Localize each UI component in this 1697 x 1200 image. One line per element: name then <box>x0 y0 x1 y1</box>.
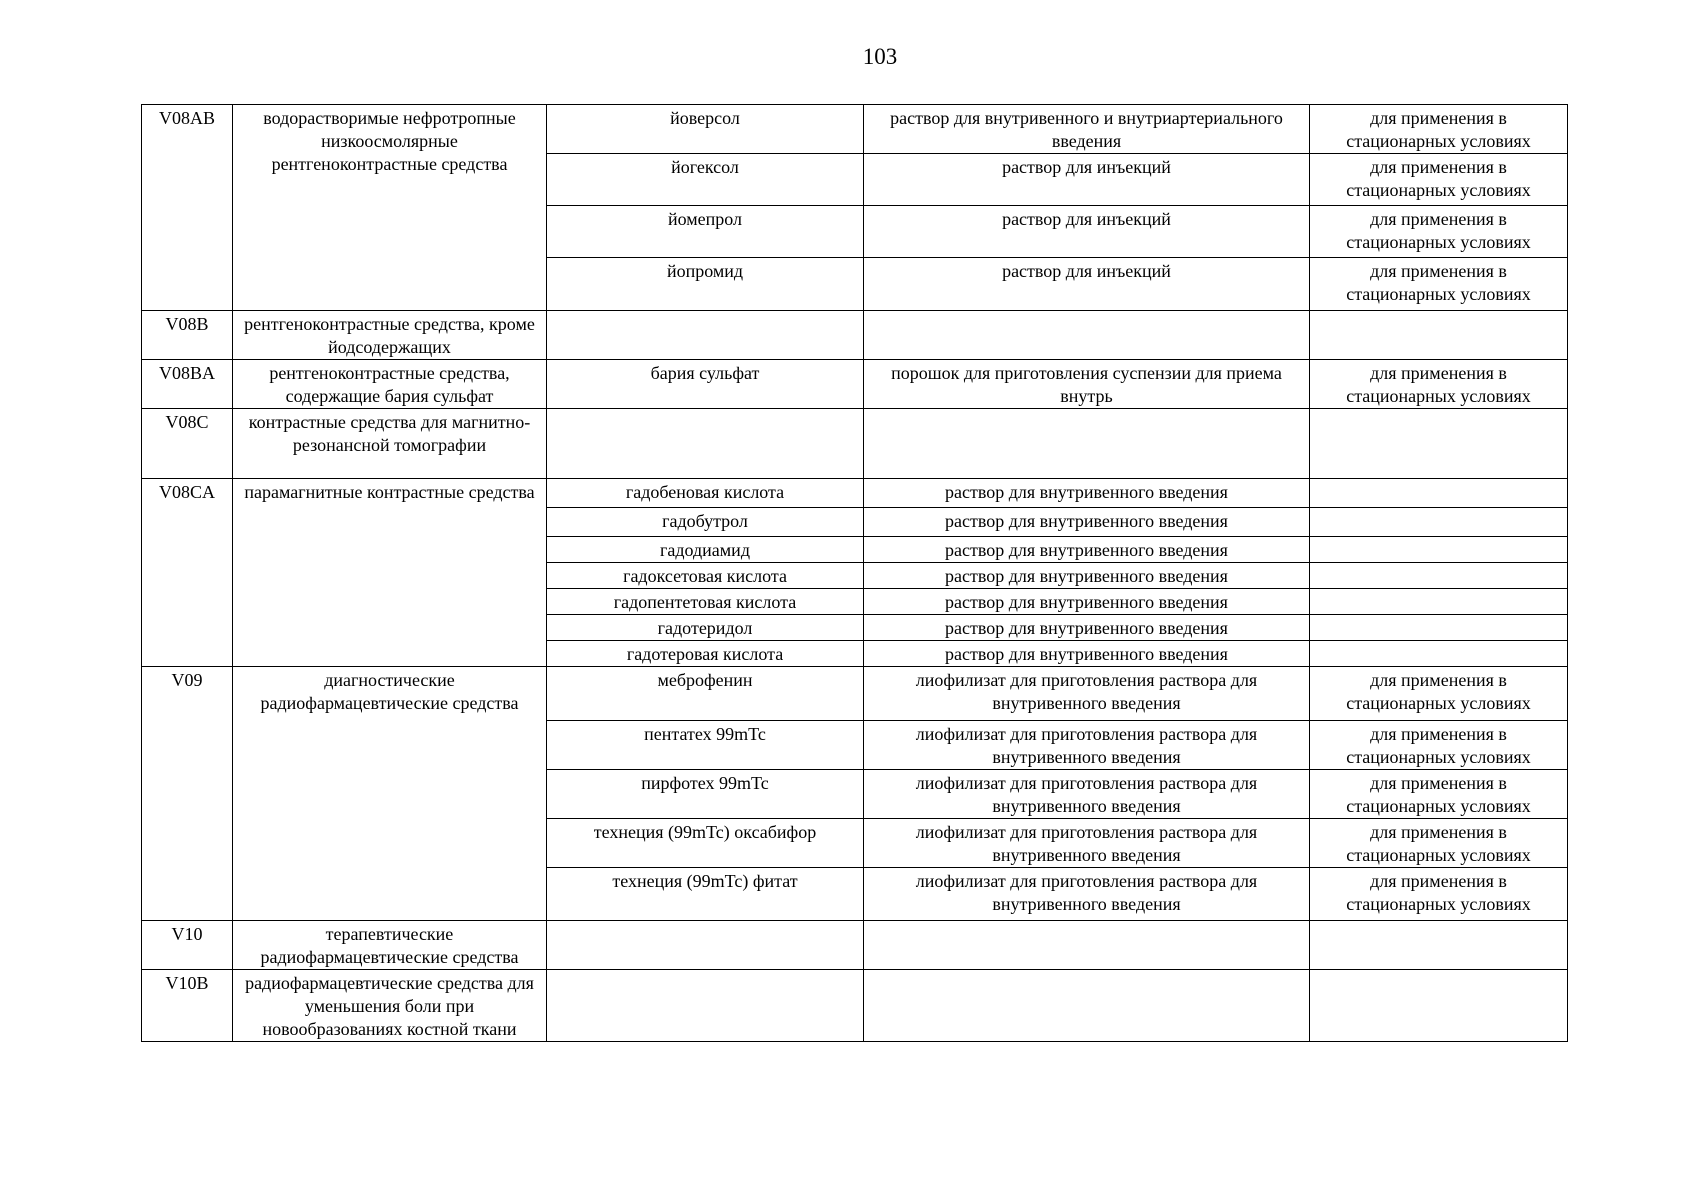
usage-note-cell <box>1310 970 1568 1042</box>
dosage-form-cell: лиофилизат для приготовления раствора для внутривенного введения <box>864 721 1310 770</box>
atc-code-cell: V08CA <box>142 479 233 667</box>
table-row <box>142 105 1568 154</box>
group-name-cell: водорастворимые нефротропные низкоосмолярные рентгеноконтрастные средства <box>233 105 547 311</box>
group-name-cell: контрастные средства для магнитно-резонансной томографии <box>233 409 547 479</box>
drug-name-cell: меброфенин <box>547 667 864 721</box>
drug-name-cell: гадотеровая кислота <box>547 641 864 667</box>
drug-name-cell: технеция (99mTc) фитат <box>547 868 864 921</box>
drug-name-cell <box>547 921 864 970</box>
dosage-form-cell: раствор для внутривенного введения <box>864 615 1310 641</box>
group-name-cell: рентгеноконтрастные средства, кроме йодсодержащих <box>233 311 547 360</box>
dosage-form-cell: раствор для внутривенного введения <box>864 641 1310 667</box>
group-name-cell: парамагнитные контрастные средства <box>233 479 547 667</box>
dosage-form-cell: лиофилизат для приготовления раствора для внутривенного введения <box>864 819 1310 868</box>
dosage-form-cell <box>864 409 1310 479</box>
usage-note-cell: для применения в стационарных условиях <box>1310 105 1568 154</box>
dosage-form-cell: лиофилизат для приготовления раствора для внутривенного введения <box>864 667 1310 721</box>
usage-note-cell <box>1310 615 1568 641</box>
usage-note-cell <box>1310 563 1568 589</box>
dosage-form-cell <box>864 921 1310 970</box>
dosage-form-cell: раствор для инъекций <box>864 258 1310 311</box>
dosage-form-cell: раствор для инъекций <box>864 154 1310 206</box>
dosage-form-cell: раствор для инъекций <box>864 206 1310 258</box>
usage-note-cell: для применения в стационарных условиях <box>1310 360 1568 409</box>
table-row <box>142 970 1568 1042</box>
group-name-cell: диагностические радиофармацевтические средства <box>233 667 547 921</box>
usage-note-cell <box>1310 409 1568 479</box>
atc-code-cell: V08C <box>142 409 233 479</box>
atc-code-cell: V08BA <box>142 360 233 409</box>
usage-note-cell: для применения в стационарных условиях <box>1310 770 1568 819</box>
dosage-form-cell: раствор для внутривенного введения <box>864 508 1310 537</box>
usage-note-cell: для применения в стационарных условиях <box>1310 721 1568 770</box>
drug-name-cell: гадотеридол <box>547 615 864 641</box>
table-row <box>142 409 1568 479</box>
group-name-cell: рентгеноконтрастные средства, содержащие бария сульфат <box>233 360 547 409</box>
dosage-form-cell <box>864 970 1310 1042</box>
usage-note-cell <box>1310 311 1568 360</box>
drug-name-cell: йопромид <box>547 258 864 311</box>
group-name-cell: терапевтические радиофармацевтические средства <box>233 921 547 970</box>
usage-note-cell: для применения в стационарных условиях <box>1310 868 1568 921</box>
dosage-form-cell: раствор для внутривенного введения <box>864 537 1310 563</box>
drug-name-cell <box>547 311 864 360</box>
dosage-form-cell: лиофилизат для приготовления раствора для внутривенного введения <box>864 868 1310 921</box>
usage-note-cell: для применения в стационарных условиях <box>1310 819 1568 868</box>
usage-note-cell <box>1310 589 1568 615</box>
drug-name-cell: йогексол <box>547 154 864 206</box>
table-row <box>142 360 1568 409</box>
drug-name-cell: пентатех 99mTc <box>547 721 864 770</box>
atc-code-cell: V10 <box>142 921 233 970</box>
table-row <box>142 479 1568 508</box>
table-row <box>142 921 1568 970</box>
group-name-cell: радиофармацевтические средства для уменьшения боли при новообразованиях костной ткани <box>233 970 547 1042</box>
drug-name-cell: бария сульфат <box>547 360 864 409</box>
usage-note-cell: для применения в стационарных условиях <box>1310 206 1568 258</box>
dosage-form-cell: раствор для внутривенного введения <box>864 589 1310 615</box>
drug-name-cell: гадодиамид <box>547 537 864 563</box>
dosage-form-cell: раствор для внутривенного и внутриартериального введения <box>864 105 1310 154</box>
drug-name-cell: технеция (99mTc) оксабифор <box>547 819 864 868</box>
drug-name-cell: гадобутрол <box>547 508 864 537</box>
drug-name-cell: пирфотех 99mTc <box>547 770 864 819</box>
table-row <box>142 311 1568 360</box>
page-number: 103 <box>862 44 898 69</box>
table-row <box>142 667 1568 721</box>
drug-name-cell <box>547 409 864 479</box>
usage-note-cell <box>1310 537 1568 563</box>
dosage-form-cell: раствор для внутривенного введения <box>864 563 1310 589</box>
drug-name-cell: гадоксетовая кислота <box>547 563 864 589</box>
usage-note-cell: для применения в стационарных условиях <box>1310 258 1568 311</box>
usage-note-cell <box>1310 921 1568 970</box>
dosage-form-cell: лиофилизат для приготовления раствора для внутривенного введения <box>864 770 1310 819</box>
usage-note-cell: для применения в стационарных условиях <box>1310 667 1568 721</box>
usage-note-cell <box>1310 479 1568 508</box>
atc-code-cell: V09 <box>142 667 233 921</box>
drug-name-cell: йомепрол <box>547 206 864 258</box>
drug-name-cell: йоверсол <box>547 105 864 154</box>
drug-name-cell <box>547 970 864 1042</box>
atc-code-cell: V08AB <box>142 105 233 311</box>
dosage-form-cell: раствор для внутривенного введения <box>864 479 1310 508</box>
atc-code-cell: V10B <box>142 970 233 1042</box>
usage-note-cell <box>1310 508 1568 537</box>
usage-note-cell: для применения в стационарных условиях <box>1310 154 1568 206</box>
usage-note-cell <box>1310 641 1568 667</box>
drug-name-cell: гадопентетовая кислота <box>547 589 864 615</box>
drug-name-cell: гадобеновая кислота <box>547 479 864 508</box>
atc-code-cell: V08B <box>142 311 233 360</box>
drug-classification-table <box>141 104 1568 1042</box>
dosage-form-cell <box>864 311 1310 360</box>
dosage-form-cell: порошок для приготовления суспензии для приема внутрь <box>864 360 1310 409</box>
